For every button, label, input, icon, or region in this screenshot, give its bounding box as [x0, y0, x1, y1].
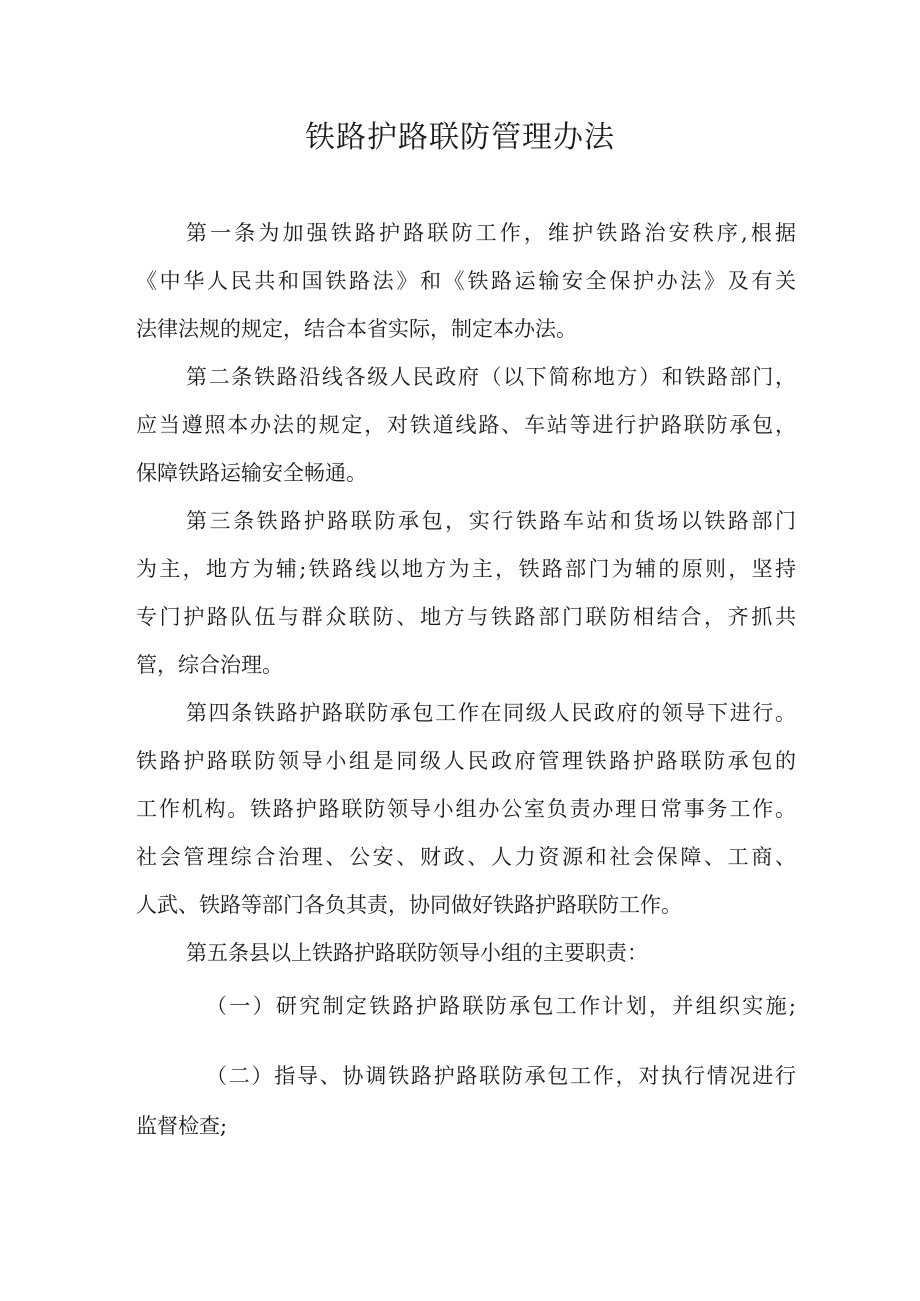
article-5-item-2-line-1: （二）指导、协调铁路护路联防承包工作，对执行情况进行 — [206, 1064, 796, 1088]
article-2-line-1: 第二条铁路沿线各级人民政府（以下简称地方）和铁路部门， — [186, 365, 796, 389]
article-4-line-2: 铁路护路联防领导小组是同级人民政府管理铁路护路联防承包的 — [136, 749, 796, 773]
article-3-line-1: 第三条铁路护路联防承包，实行铁路车站和货场以铁路部门 — [186, 509, 796, 533]
article-3-line-2: 为主，地方为辅;铁路线以地方为主，铁路部门为辅的原则，坚持 — [136, 557, 796, 581]
article-4-line-3: 工作机构。铁路护路联防领导小组办公室负责办理日常事务工作。 — [136, 797, 796, 821]
article-5-item-2-line-2: 监督检查; — [136, 1114, 228, 1138]
article-1-line-1: 第一条为加强铁路护路联防工作，维护铁路治安秩序,根据 — [186, 221, 796, 245]
article-1-line-2: 《中华人民共和国铁路法》和《铁路运输安全保护办法》及有关 — [136, 269, 796, 293]
article-3-line-3: 专门护路队伍与群众联防、地方与铁路部门联防相结合，齐抓共 — [136, 605, 796, 629]
article-2-line-2: 应当遵照本办法的规定，对铁道线路、车站等进行护路联防承包， — [136, 413, 796, 437]
article-5-item-1: （一）研究制定铁路护路联防承包工作计划，并组织实施; — [206, 994, 796, 1018]
article-1-line-3: 法律法规的规定，结合本省实际，制定本办法。 — [136, 317, 577, 341]
article-2-line-3: 保障铁路运输安全畅通。 — [136, 461, 367, 485]
article-4-line-5: 人武、铁路等部门各负其责，协同做好铁路护路联防工作。 — [136, 893, 682, 917]
article-5-line-1: 第五条县以上铁路护路联防领导小组的主要职责： — [186, 941, 648, 965]
article-3-line-4: 管，综合治理。 — [136, 653, 283, 677]
document-title: 铁路护路联防管理办法 — [305, 120, 615, 155]
article-4-line-4: 社会管理综合治理、公安、财政、人力资源和社会保障、工商、 — [136, 845, 796, 869]
article-4-line-1: 第四条铁路护路联防承包工作在同级人民政府的领导下进行。 — [186, 701, 796, 725]
